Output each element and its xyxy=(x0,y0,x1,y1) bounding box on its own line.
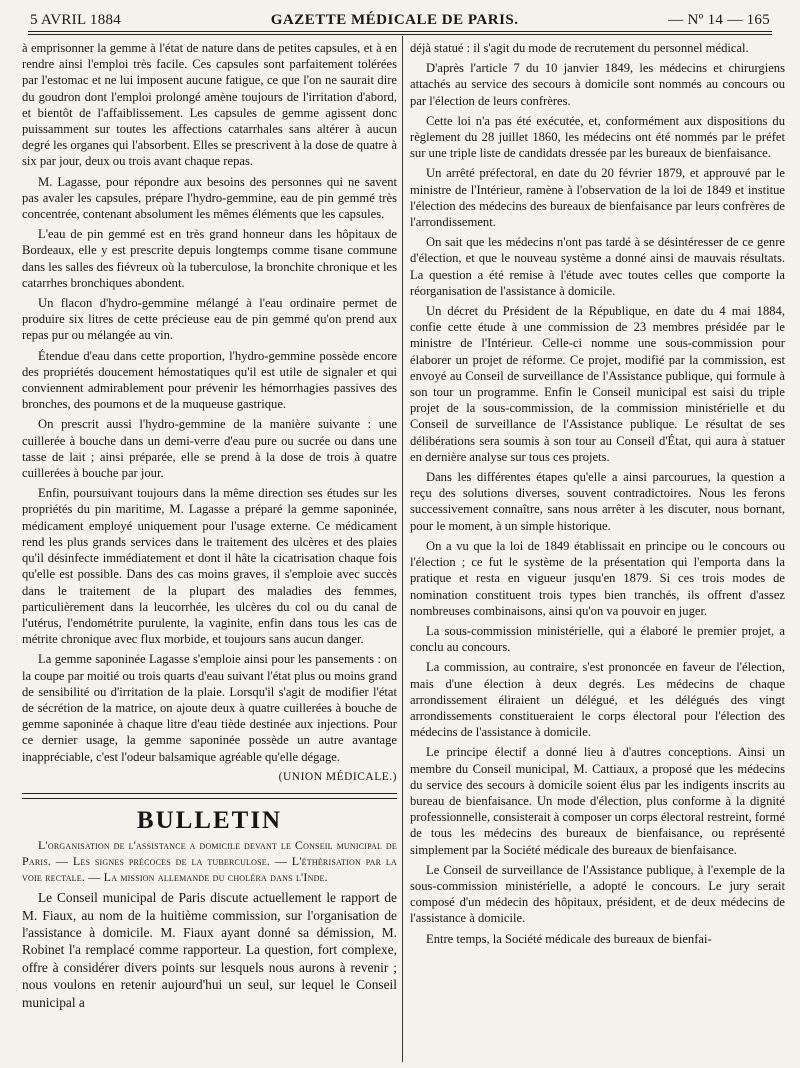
paragraph: Cette loi n'a pas été exécutée, et, conformément aux dispositions du règlement du 28 juillet 1860, les médecins ont été nommés par le préfet sur une triple liste de candidats dressée par les bureaux de bienfaisance. xyxy=(410,113,785,161)
issue-page-number: — Nº 14 — 165 xyxy=(668,11,770,28)
paragraph: Le Conseil de surveillance de l'Assistance publique, à l'exemple de la sous-commission ministérielle, a adopté le concours. Le jury serait composé d'un médecin des hôpitaux, président, et de deux médecins de l'assistance à domicile. xyxy=(410,862,785,926)
paragraph: Le Conseil municipal de Paris discute actuellement le rapport de M. Fiaux, au nom de la huitième commission, sur l'organisation de l'assistance à domicile. M. Fiaux ayant donné sa démission, M. Robinet l'a remplacé comme rapporteur. La question, fort complexe, offre à considérer divers points sur lesquels nous aurons à revenir ; nous voulons en retenir aujourd'hui un seul, sur lequel le Conseil municipal a xyxy=(22,890,397,1010)
paragraph: On prescrit aussi l'hydro-gemmine de la manière suivante : une cuillerée à bouche dans un demi-verre d'eau pure ou sucrée ou dans une tasse de lait ; ainsi préparée, elle se prend à la dose de trois à quatre cuillerées à bouche par jour. xyxy=(22,417,397,481)
paragraph: Un arrêté préfectoral, en date du 20 février 1879, et approuvé par le ministre de l'Intérieur, ramène à l'observation de la loi de 1849 et institue l'élection des médecins des bureaux de bienfaisance par leurs confrères de l'arrondissement. xyxy=(410,166,785,230)
paragraph: Un décret du Président de la République, en date du 4 mai 1884, confie cette étude à une commission de 23 membres présidée par le ministre de l'Intérieur. Celle-ci nomme une sous-commission pour élaborer un projet de réforme. Ce projet, modifié par la commission, est envoyé au Conseil de surveillance de l'Assistance publique, qui formule à son tour un programme. Enfin le Conseil municipal est saisi du triple projet de la sous-commission, de la commission ministérielle et du Conseil de surveillance de l'Assistance publique. Le résultat de ses délibérations sera soumis à son tour au Conseil d'État, qui aura à statuer en dernière analyse sur tous ces projets. xyxy=(410,304,785,464)
paragraph: La gemme saponinée Lagasse s'emploie ainsi pour les pansements : on la coupe par moitié ou trois quarts d'eau suivant l'état plus ou moins grand de sensibilité ou d'irritation de la plaie. Lorsqu'il s'agit de modifier l'état de sécrétion de la matrice, on ajoute deux à quatre cuillerées à bouche de gemme saponinée à chaque litre d'eau tiède destinée aux injections. Pour ce dernier usage, la gemme saponinée possède un autre avantage inappréciable, c'est l'odeur balsamique agréable qu'elle dégage. xyxy=(22,652,397,764)
paragraph: déjà statué : il s'agit du mode de recrutement du personnel médical. xyxy=(410,41,749,55)
paragraph: On sait que les médecins n'ont pas tardé à se désintéresser de ce genre d'élection, et que le nouveau système a donné ainsi de mauvais résultats. La question a été remise à l'étude avec toutes celles que comporte la réorganisation de l'assistance à domicile. xyxy=(410,235,785,298)
source-signature: (UNION MÉDICALE.) xyxy=(278,770,397,783)
bulletin-summary: L'organisation de l'assistance a domicile devant le Conseil municipal de Paris. — Les signes précoces de la tuberculose. — L'éthérisation par la voie rectale. — La mission allemande du choléra dans l'Inde. xyxy=(22,838,397,885)
header-date: 5 AVRIL 1884 xyxy=(30,11,122,28)
bulletin-heading: BULLETIN xyxy=(136,806,283,834)
paragraph: La sous-commission ministérielle, qui a élaboré le premier projet, a conclu au concours. xyxy=(410,623,785,655)
paragraph: Dans les différentes étapes qu'elle a ainsi parcourues, la question a reçu des solutions diverses, souvent contradictoires. Nous les ferons successivement connaître, sans nous arrêter à les discuter, nous bornant, pour le moment, à un simple historique. xyxy=(410,470,785,533)
paragraph: D'après l'article 7 du 10 janvier 1849, les médecins et chirurgiens attachés au service des secours à domicile sont nommés au concours ou par l'élection de leurs confrères. xyxy=(410,61,785,108)
paragraph: Entre temps, la Société médicale des bureaux de bienfai- xyxy=(426,931,712,946)
paragraph: On a vu que la loi de 1849 établissait en principe ou le concours ou l'élection ; ce fut le système de la présentation qui l'emporta dans la pratique et resta en vigueur jusqu'en 1879. Si ces trois modes de nomination constituent trois types bien tranchés, ils offrent d'assez nombreuses combinaisons, ainsi qu'on va pouvoir en juger. xyxy=(410,538,785,618)
left-column xyxy=(22,40,397,1060)
paragraph: Enfin, poursuivant toujours dans la même direction ses études sur les propriétés du pin maritime, M. Lagasse a préparé la gemme saponinée, médicament employé uniquement pour l'usage externe. Ce médicament rend les plus grands services dans le traitement des ulcères et des plaies qu'il désinfecte immédiatement et dont il hâte la cicatrisation chaque fois qu'elle est possible. Dans des cas moins graves, il s'emploie avec succès dans le traitement de la plupart des maladies des femmes, particulièrement dans la leucorrhée, les ulcères du col ou du canal de l'utérus, l'endométrite purulente, la vaginite, enfin dans tous les cas de métrite chronique avec flux morbide, et toujours sans aucun danger. xyxy=(22,486,397,647)
right-column xyxy=(410,40,785,1060)
paragraph: M. Lagasse, pour répondre aux besoins des personnes qui ne savent pas avaler les capsules, prépare l'hydro-gemmine, eau de pin gemmé très concentrée, contenant absolument les mêmes éléments que les capsules. xyxy=(22,174,397,222)
section-rule xyxy=(22,793,397,794)
paragraph: L'eau de pin gemmé est en très grand honneur dans les hôpitaux de Bordeaux, elle y est prescrite depuis longtemps comme tisane commune dans les salles des fiévreux où la tuberculose, la bronchite chronique et les catarrhes bronchiques abondent. xyxy=(22,227,397,290)
section-rule-thin xyxy=(22,798,397,799)
paragraph: à emprisonner la gemme à l'état de nature dans de petites capsules, et à en rendre ainsi l'emploi très facile. Ces capsules sont parfaitement tolérées par l'estomac et ne lui imposent aucune fatigue, ce que l'on ne saurait dire du goudron dont l'emploi prolongé amène toujours de l'irritation d'abord, et bientôt de l'affaiblissement. Les capsules de gemme agissent donc puissamment sur toutes les affections catarrhales sans altérer à aucun degré les organes qui l'absorbent. Elles se prescrivent à la dose de quatre à six par jour, deux ou trois avant chaque repas. xyxy=(22,41,397,169)
journal-title: GAZETTE MÉDICALE DE PARIS. xyxy=(270,11,519,28)
paragraph: Un flacon d'hydro-gemmine mélangé à l'eau ordinaire permet de produire six litres de cette précieuse eau de pin gemmé qu'on prend aux repas pur ou mélangée au vin. xyxy=(22,296,397,343)
header-rule-thin xyxy=(28,34,772,35)
paragraph: Le principe électif a donné lieu à d'autres conceptions. Ainsi un membre du Conseil municipal, M. Cattiaux, a proposé que les médecins du service des secours à domicile soient élus par les indigents inscrits au bureau de bienfaisance. Un mode d'élection, plus conforme à la dignité professionnelle, consisterait à composer un corps électoral restreint, formé de tous les médecins des bureaux de bienfaisance, ou représenté simplement par la Société médicale des bureaux de bienfaisance. xyxy=(410,745,785,857)
header-rule xyxy=(28,31,772,32)
column-divider xyxy=(402,36,403,1062)
paragraph: La commission, au contraire, s'est prononcée en faveur de l'élection, mais d'une élection à deux degrés. Les médecins de chaque arrondissement éliraient un délégué, et les délégués des vingt arrondissements constitueraient le corps électoral pour l'élection des médecins de l'assistance à domicile. xyxy=(410,660,785,740)
page-header xyxy=(30,8,770,32)
paragraph: Étendue d'eau dans cette proportion, l'hydro-gemmine possède encore des propriétés doucement hémostatiques qu'il est utile de signaler et qui conviennent admirablement pour prévenir les hémorrhagies passives des bronches, des poumons et de la muqueuse gastrique. xyxy=(22,348,397,412)
